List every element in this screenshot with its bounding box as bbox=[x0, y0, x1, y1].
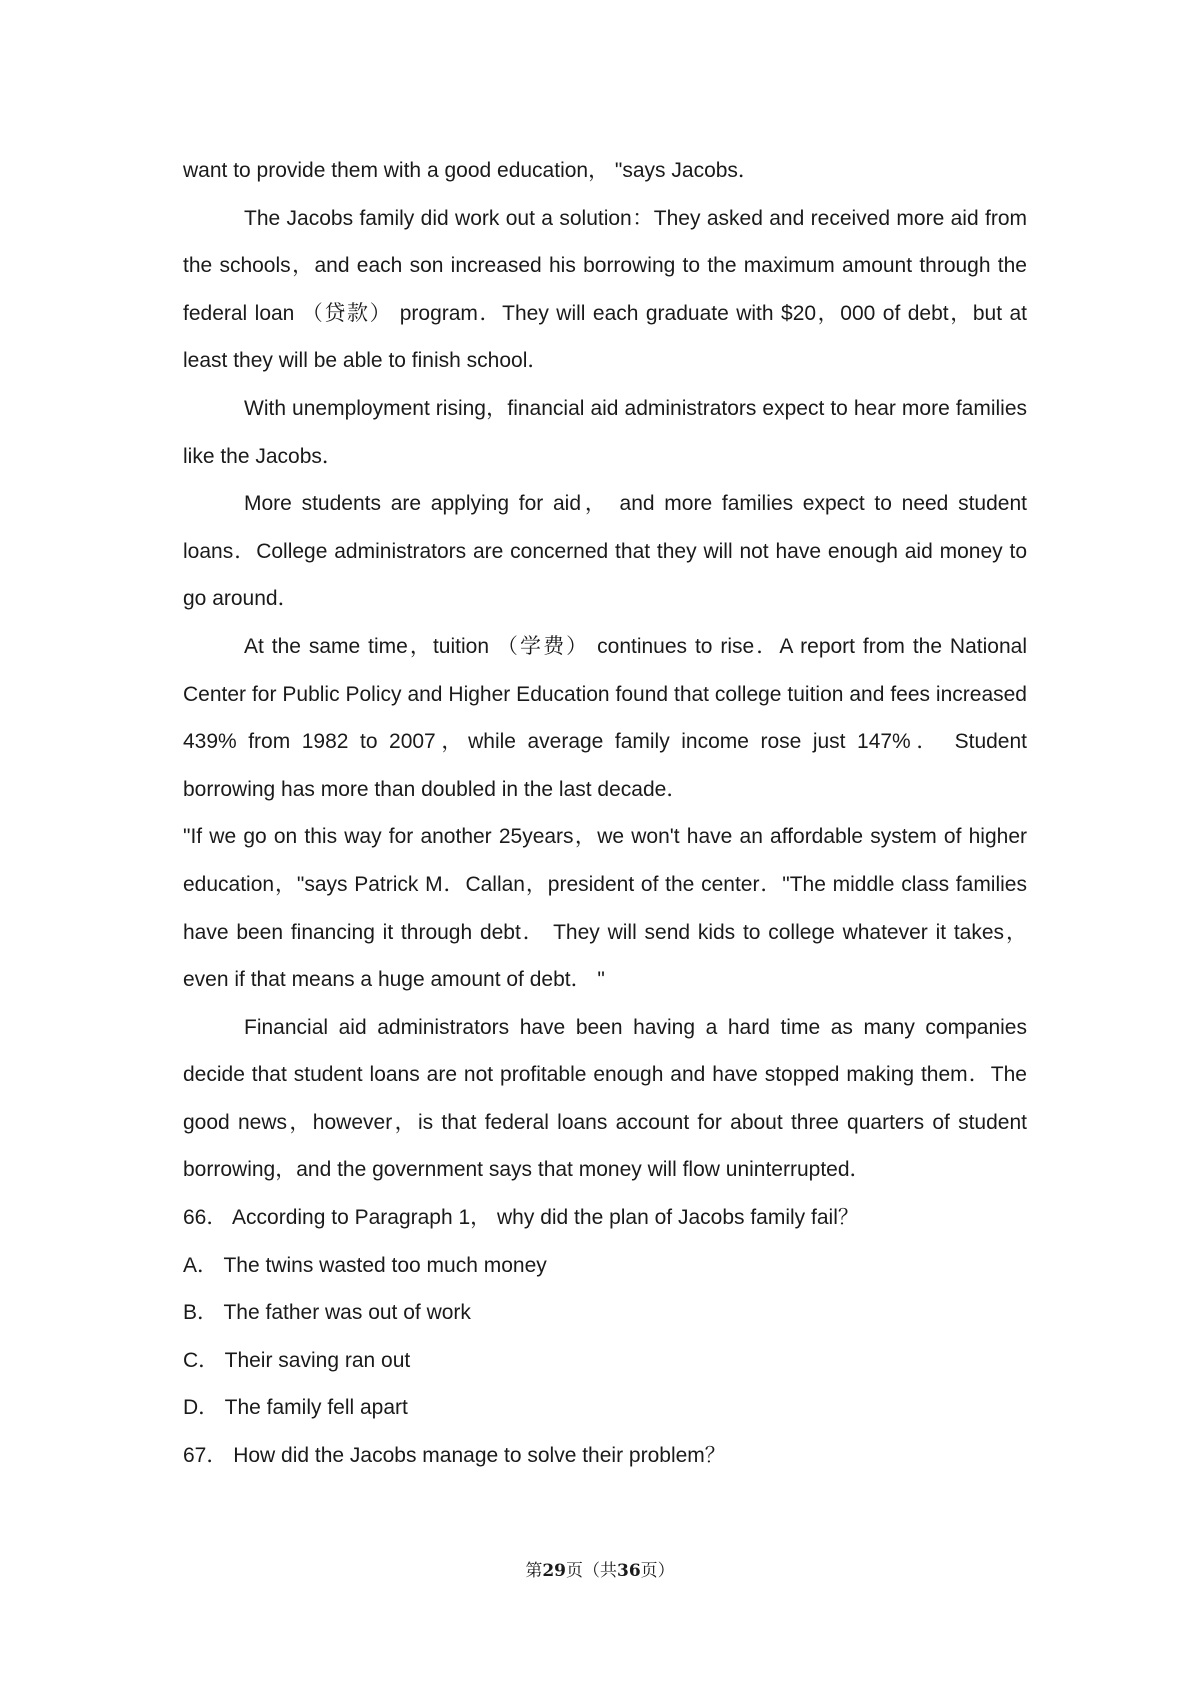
question-66-option-a: A． The twins wasted too much money bbox=[183, 1253, 547, 1277]
paragraph-1: want to provide them with a good education， "says Jacobs． bbox=[183, 159, 759, 182]
paragraph-2: The Jacobs family did work out a solution：They asked and received more aid from the schools，and each son increased his borrowing to the maximum amount through the federal loan （贷款） program．They will each graduate with $20，000 of debt，but at least they will be able to finish school． bbox=[183, 206, 1027, 373]
question-66-option-d: D． The family fell apart bbox=[183, 1396, 408, 1420]
passage-body bbox=[183, 147, 1027, 1480]
question-66-option-c: C． Their saving ran out bbox=[183, 1348, 411, 1372]
paragraph-7: Financial aid administrators have been having a hard time as many companies decide that student loans are not profitable enough and have stopped making them．The good news，however，is that federal loans account for about three quarters of student borrowing，and the government says that money will flow uninterrupted． bbox=[183, 1015, 1027, 1182]
paragraph-3: With unemployment rising，financial aid administrators expect to hear more families like the Jacobs． bbox=[183, 396, 1027, 468]
question-66-option-b: B． The father was out of work bbox=[183, 1301, 471, 1325]
paragraph-6: "If we go on this way for another 25years，we won't have an affordable system of higher education，"says Patrick M．Callan，president of the center．"The middle class families have been financing it through debt． They will send kids to college whatever it takes，even if that means a huge amount of debt． " bbox=[183, 825, 1027, 992]
footer-total-pages: 36 bbox=[617, 1561, 641, 1581]
question-66-stem: 66． According to Paragraph 1， why did the plan of Jacobs family fail？ bbox=[183, 1206, 859, 1230]
footer-page-number: 29 bbox=[542, 1561, 566, 1581]
page-footer bbox=[0, 1556, 1200, 1581]
paragraph-5: At the same time，tuition （学费） continues to rise．A report from the National Center for Public Policy and Higher Education found that college tuition and fees increased 439% from 1982 to 2007，while average family income rose just 147%． Student borrowing has more than doubled in the last decade． bbox=[183, 634, 1027, 801]
footer-suffix: 页） bbox=[640, 1561, 675, 1581]
footer-prefix: 第 bbox=[525, 1561, 543, 1581]
footer-middle: 页（共 bbox=[566, 1561, 617, 1581]
question-67-stem: 67． How did the Jacobs manage to solve their problem？ bbox=[183, 1444, 726, 1468]
paragraph-4: More students are applying for aid， and more families expect to need student loans．College administrators are concerned that they will not have enough aid money to go around． bbox=[183, 492, 1027, 611]
